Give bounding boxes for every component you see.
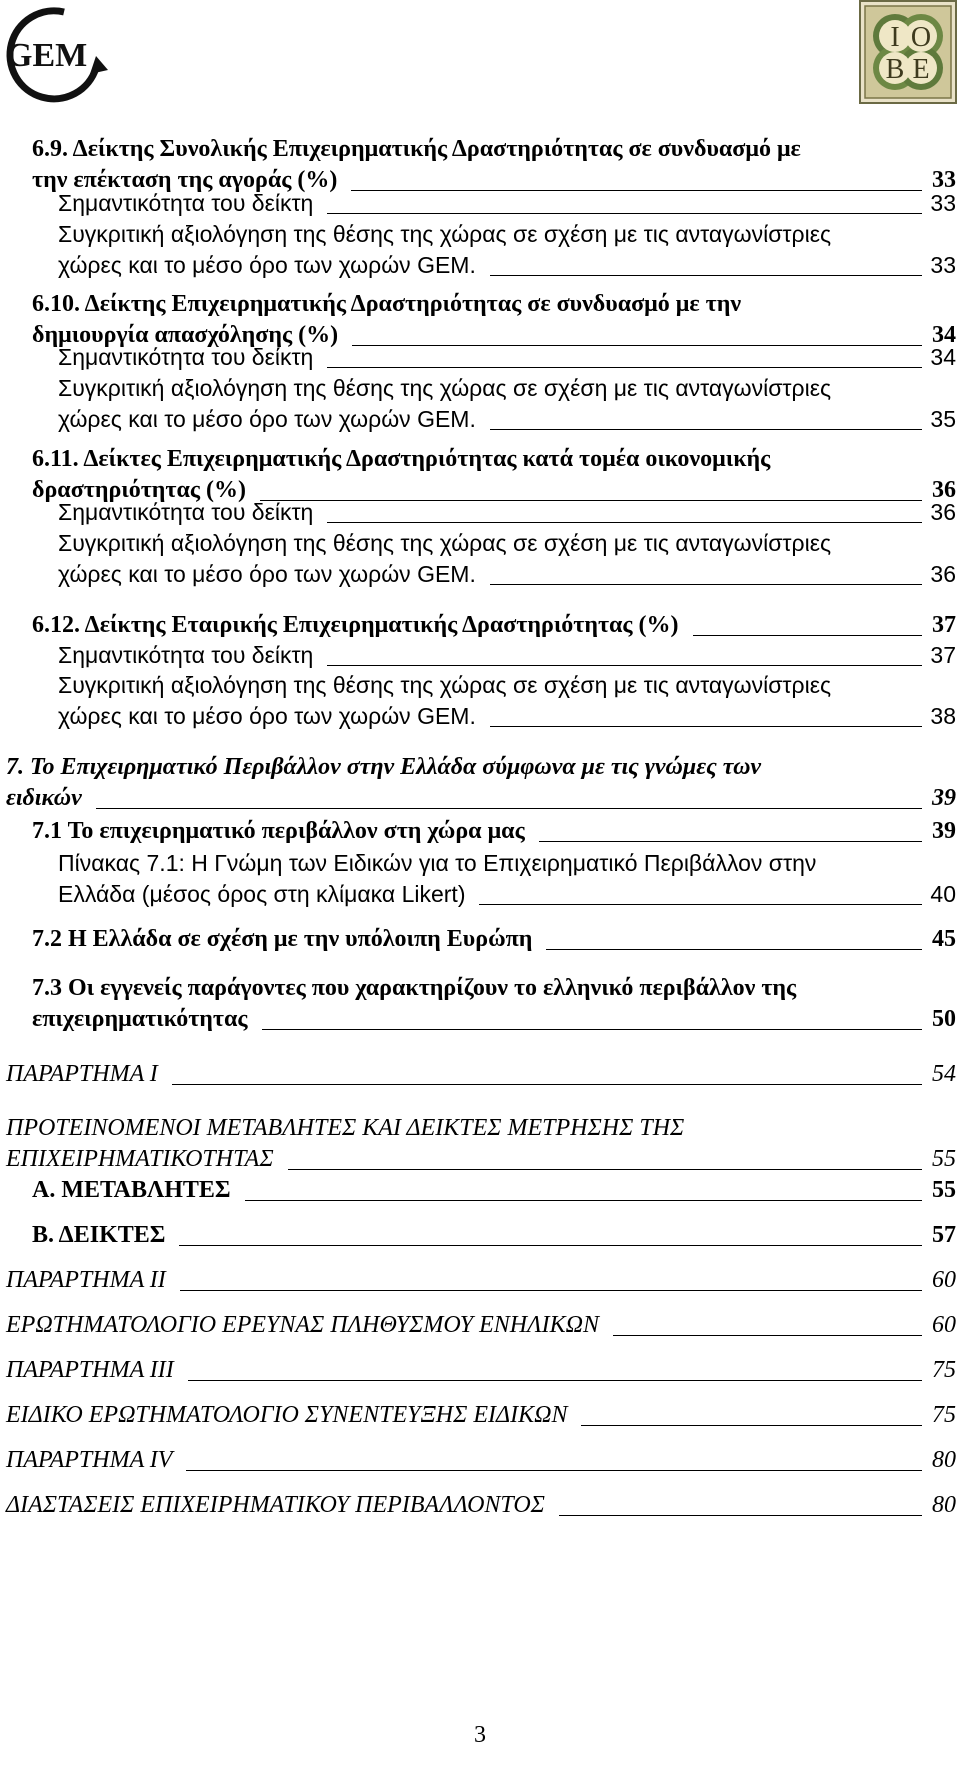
toc-entry-title: Πίνακας 7.1: Η Γνώμη των Ειδικών για το Επιχειρηματικό Περιβάλλον στην [58,850,817,876]
toc-entry[interactable] [0,1355,960,1386]
toc-leader-line [96,808,922,809]
toc-entry-line-last [0,783,960,814]
svg-text:B: B [885,54,905,85]
toc-page-number: 60 [932,1312,956,1338]
toc-entry-title: Σημαντικότητα του δείκτη [58,190,314,216]
toc-entry-line-last [0,1220,960,1251]
toc-leader-line [490,584,922,585]
toc-entry-title: 7.1 Το επιχειρηματικό περιβάλλον στη χώρα μας [32,818,525,844]
svg-text:GEM: GEM [6,37,88,74]
toc-entry-title: Σημαντικότητα του δείκτη [58,499,314,525]
toc-entry-title: χώρες και το μέσο όρο των χωρών GEM. [58,703,476,729]
toc-entry-line [0,134,960,165]
toc-entry[interactable] [0,752,960,814]
toc-entry-title: Σημαντικότητα του δείκτη [58,344,314,370]
toc-leader-line [262,1029,922,1030]
toc-entry-line [0,373,960,404]
toc-leader-line [327,522,922,523]
toc-page-number: 55 [932,1146,956,1172]
toc-entry-title: την επέκταση της αγοράς (%) [32,167,338,193]
toc-entry-line-last [0,1265,960,1296]
toc-entry[interactable] [0,1220,960,1251]
toc-entry-line-last [0,879,960,910]
toc-page-number: 34 [930,344,956,370]
toc-entry-title: 6.11. Δείκτες Επιχειρηματικής Δραστηριότητας κατά τομέα οικονομικής [32,446,771,472]
toc-leader-line [288,1169,922,1170]
toc-entry-line-last [0,701,960,732]
toc-entry-line-last [0,1004,960,1035]
toc-entry-title: 6.12. Δείκτης Εταιρικής Επιχειρηματικής Δραστηριότητας (%) [32,612,679,638]
toc-entry-title: Συγκριτική αξιολόγηση της θέσης της χώρας σε σχέση με τις ανταγωνίστριες [58,672,832,698]
toc-page-number: 39 [932,785,956,811]
toc-page-number: 38 [930,703,956,729]
toc-leader-line [186,1470,922,1471]
toc-entry-title: επιχειρηματικότητας [32,1006,248,1032]
toc-entry-line-last [0,1355,960,1386]
toc-entry-line-last [0,610,960,641]
toc-entry[interactable] [0,219,960,281]
toc-entry[interactable] [0,1175,960,1206]
toc-entry-line-last [0,404,960,435]
toc-entry-line-last [0,1445,960,1476]
toc-entry[interactable] [0,1310,960,1341]
toc-entry-title: χώρες και το μέσο όρο των χωρών GEM. [58,406,476,432]
toc-page-number: 36 [932,477,956,503]
toc-entry[interactable] [0,1400,960,1431]
toc-entry-line [0,528,960,559]
toc-entry-line [0,289,960,320]
toc-leader-line [539,841,922,842]
toc-entry-line-last [0,342,960,373]
toc-leader-line [180,1290,922,1291]
toc-entry[interactable] [0,528,960,590]
toc-entry-title: Α. ΜΕΤΑΒΛΗΤΕΣ [32,1177,231,1203]
toc-entry-title: δραστηριότητας (%) [32,477,246,503]
toc-leader-line [546,949,922,950]
toc-page-number: 36 [930,499,956,525]
toc-entry[interactable] [0,848,960,910]
toc-page-number: 45 [932,926,956,952]
toc-entry-title: ΕΙΔΙΚΟ ΕΡΩΤΗΜΑΤΟΛΟΓΙΟ ΣΥΝΕΝΤΕΥΞΗΣ ΕΙΔΙΚΩΝ [6,1402,568,1428]
toc-leader-line [693,635,922,636]
toc-leader-line [490,275,922,276]
toc-entry-line [0,752,960,783]
toc-entry-title: ΠΑΡΑΡΤΗΜΑ ΙΙ [6,1267,166,1293]
toc-page-number: 33 [930,190,956,216]
toc-entry-title: ΔΙΑΣΤΑΣΕΙΣ ΕΠΙΧΕΙΡΗΜΑΤΙΚΟΥ ΠΕΡΙΒΑΛΛΟΝΤΟΣ [6,1492,545,1518]
toc-page-number: 55 [932,1177,956,1203]
toc-entry-line-last [0,1144,960,1175]
toc-entry[interactable] [0,670,960,732]
toc-leader-line [188,1380,922,1381]
toc-entry-title: Συγκριτική αξιολόγηση της θέσης της χώρας σε σχέση με τις ανταγωνίστριες [58,530,832,556]
toc-leader-line [581,1425,922,1426]
toc-entry-line-last [0,497,960,528]
toc-page-number: 50 [932,1006,956,1032]
toc-entry-line [0,1113,960,1144]
toc-page-number: 37 [932,612,956,638]
toc-entry-title: ΕΡΩΤΗΜΑΤΟΛΟΓΙΟ ΕΡΕΥΝΑΣ ΠΛΗΘΥΣΜΟΥ ΕΝΗΛΙΚΩΝ [6,1312,599,1338]
toc-leader-line [327,213,922,214]
toc-entry-title: 7.3 Οι εγγενείς παράγοντες που χαρακτηρίζουν το ελληνικό περιβάλλον της [32,975,797,1001]
toc-entry[interactable] [0,640,960,671]
toc-entry-line [0,848,960,879]
toc-page-number: 40 [930,881,956,907]
toc-entry-line-last [0,250,960,281]
toc-entry-title: 7. Το Επιχειρηματικό Περιβάλλον στην Ελλάδα σύμφωνα με τις γνώμες των [6,754,762,780]
toc-page-number: 33 [932,167,956,193]
toc-entry-line-last [0,1059,960,1090]
toc-page-number: 60 [932,1267,956,1293]
toc-leader-line [327,367,922,368]
toc-entry[interactable] [0,1265,960,1296]
toc-entry-title: 6.9. Δείκτης Συνολικής Επιχειρηματικής Δραστηριότητας σε συνδυασμό με [32,136,801,162]
toc-entry-title: χώρες και το μέσο όρο των χωρών GEM. [58,252,476,278]
toc-entry-title: χώρες και το μέσο όρο των χωρών GEM. [58,561,476,587]
toc-entry[interactable] [0,188,960,219]
toc-entry-title: ΕΠΙΧΕΙΡΗΜΑΤΙΚΟΤΗΤΑΣ [6,1146,274,1172]
toc-entry[interactable] [0,610,960,641]
toc-leader-line [179,1245,922,1246]
toc-page-number: 54 [932,1061,956,1087]
toc-entry[interactable] [0,973,960,1035]
toc-entry[interactable] [0,342,960,373]
toc-entry[interactable] [0,497,960,528]
toc-leader-line [245,1200,922,1201]
toc-entry[interactable] [0,373,960,435]
toc-page-number: 34 [932,322,956,348]
toc-entry-title: δημιουργία απασχόλησης (%) [32,322,339,348]
page-number: 3 [474,1722,486,1748]
toc-entry-line-last [0,1490,960,1521]
toc-entry-title: ΠΑΡΑΡΤΗΜΑ ΙΙΙ [6,1357,174,1383]
toc-page-number: 39 [932,818,956,844]
toc-entry-line-last [0,816,960,847]
toc-entry-title: Σημαντικότητα του δείκτη [58,642,314,668]
toc-entry-title: ΠΑΡΑΡΤΗΜΑ ΙV [6,1447,173,1473]
toc-entry[interactable] [0,1490,960,1521]
toc-entry-line-last [0,924,960,955]
toc-leader-line [490,429,922,430]
toc-entry-line-last [0,1175,960,1206]
toc-entry-title: ειδικών [6,785,82,811]
toc-leader-line [613,1335,922,1336]
toc-page-number: 80 [932,1492,956,1518]
toc-entry-title: Β. ΔΕΙΚΤΕΣ [32,1222,166,1248]
toc-entry-line [0,219,960,250]
toc-entry-line-last [0,559,960,590]
toc-entry-line [0,670,960,701]
toc-entry-line [0,444,960,475]
toc-page-number: 75 [932,1357,956,1383]
toc-entry[interactable] [0,1059,960,1090]
toc-entry-title: ΠΑΡΑΡΤΗΜΑ Ι [6,1061,158,1087]
toc-page-number: 57 [932,1222,956,1248]
toc-entry-line-last [0,640,960,671]
toc-page-number: 37 [930,642,956,668]
toc-entry[interactable] [0,816,960,847]
toc-entry-title: Ελλάδα (μέσος όρος στη κλίμακα Likert) [58,881,466,907]
toc-entry-title: 6.10. Δείκτης Επιχειρηματικής Δραστηριότητας σε συνδυασμό με την [32,291,742,317]
toc-page-number: 33 [930,252,956,278]
toc-entry[interactable] [0,924,960,955]
toc-entry[interactable] [0,1445,960,1476]
toc-entry-title: 7.2 Η Ελλάδα σε σχέση με την υπόλοιπη Ευρώπη [32,926,533,952]
toc-entry-title: Συγκριτική αξιολόγηση της θέσης της χώρας σε σχέση με τις ανταγωνίστριες [58,221,832,247]
toc-entry-line-last [0,1400,960,1431]
toc-entry-title: Συγκριτική αξιολόγηση της θέσης της χώρας σε σχέση με τις ανταγωνίστριες [58,375,832,401]
toc-leader-line [172,1084,922,1085]
toc-leader-line [559,1515,922,1516]
toc-entry-line-last [0,1310,960,1341]
svg-text:I: I [890,22,900,53]
toc-leader-line [479,904,922,905]
toc-page-number: 80 [932,1447,956,1473]
toc-entry[interactable] [0,1113,960,1175]
toc-entry[interactable] [0,134,960,196]
toc-page-number: 36 [930,561,956,587]
toc-page-number: 75 [932,1402,956,1428]
toc-leader-line [327,665,922,666]
svg-text:E: E [912,54,930,85]
svg-text:O: O [910,22,932,53]
toc-entry-title: ΠΡΟΤΕΙΝΟΜΕΝΟΙ ΜΕΤΑΒΛΗΤΕΣ ΚΑΙ ΔΕΙΚΤΕΣ ΜΕΤΡΗΣΗΣ ΤΗΣ [6,1115,685,1141]
toc-entry-line [0,973,960,1004]
toc-page-number: 35 [930,406,956,432]
toc-leader-line [490,726,922,727]
toc-entry-line-last [0,188,960,219]
